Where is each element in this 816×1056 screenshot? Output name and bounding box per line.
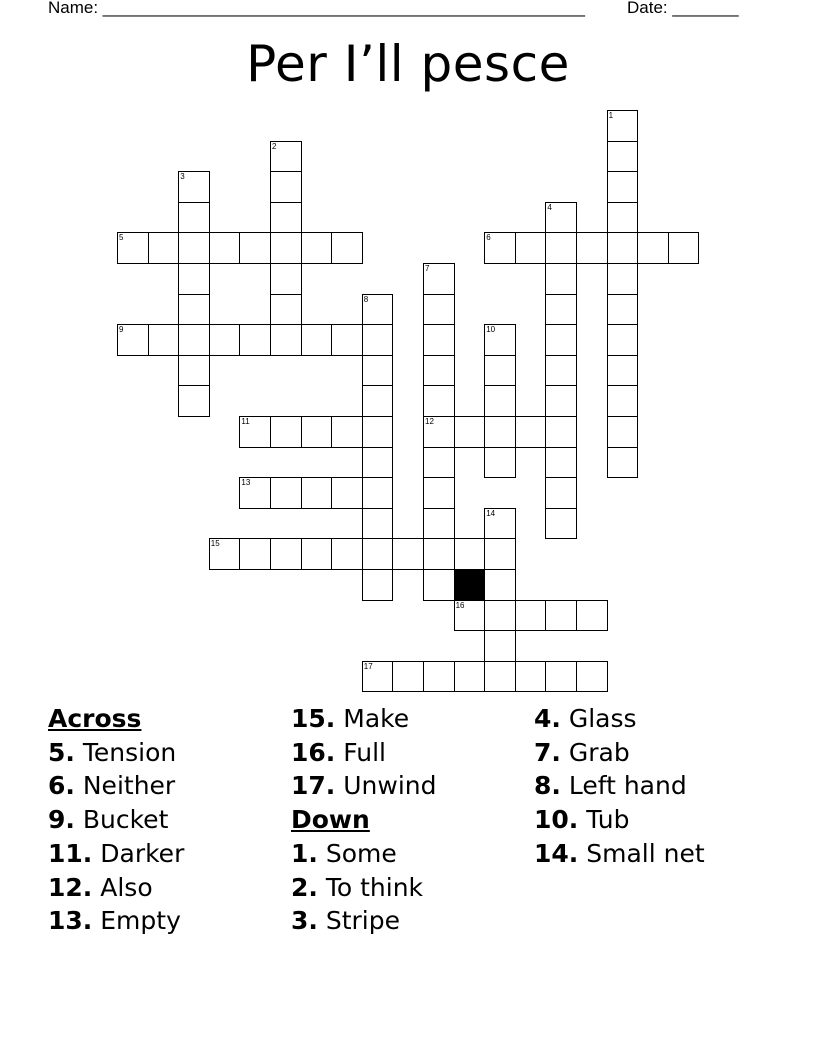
grid-cell[interactable] bbox=[392, 661, 424, 693]
grid-cell[interactable] bbox=[545, 385, 577, 417]
grid-cell[interactable] bbox=[270, 263, 302, 295]
grid-cell[interactable] bbox=[301, 324, 333, 356]
clue-down-8: 8. Left hand bbox=[534, 771, 687, 801]
grid-cell[interactable] bbox=[239, 232, 271, 264]
cell-number: 4 bbox=[547, 202, 552, 212]
grid-cell[interactable] bbox=[423, 355, 455, 387]
grid-cell[interactable] bbox=[148, 324, 180, 356]
date-field-line[interactable]: Date: _______ bbox=[627, 0, 739, 17]
grid-cell[interactable] bbox=[484, 232, 516, 264]
cell-number: 1 bbox=[608, 111, 614, 120]
grid-cell[interactable] bbox=[301, 538, 333, 570]
grid-cell[interactable] bbox=[545, 232, 577, 264]
grid-cell[interactable] bbox=[607, 355, 639, 387]
grid-cell[interactable] bbox=[209, 232, 241, 264]
grid-cell[interactable] bbox=[545, 661, 577, 693]
grid-cell[interactable] bbox=[607, 110, 639, 142]
grid-cell[interactable] bbox=[576, 232, 608, 264]
grid-cell[interactable] bbox=[515, 416, 547, 448]
grid-cell[interactable] bbox=[484, 538, 516, 570]
grid-cell[interactable] bbox=[484, 447, 516, 479]
grid-cell[interactable] bbox=[270, 324, 302, 356]
cell-number: 17 bbox=[363, 661, 373, 671]
grid-cell[interactable] bbox=[637, 232, 669, 264]
grid-cell[interactable] bbox=[545, 600, 577, 632]
grid-cell[interactable] bbox=[117, 324, 149, 356]
grid-cell[interactable] bbox=[239, 477, 271, 509]
grid-cell[interactable] bbox=[178, 385, 210, 417]
grid-cell[interactable] bbox=[515, 600, 547, 632]
grid-cell[interactable] bbox=[607, 232, 639, 264]
clue-down-2: 2. To think bbox=[291, 872, 424, 902]
clue-down-4: 4. Glass bbox=[534, 704, 637, 733]
grid-cell[interactable] bbox=[331, 232, 363, 264]
grid-cell[interactable] bbox=[607, 447, 639, 479]
grid-cell[interactable] bbox=[545, 202, 577, 234]
grid-cell[interactable] bbox=[484, 661, 516, 693]
grid-cell[interactable] bbox=[362, 447, 394, 479]
grid-cell[interactable] bbox=[484, 569, 516, 601]
grid-cell[interactable] bbox=[362, 538, 394, 570]
grid-cell[interactable] bbox=[270, 538, 302, 570]
grid-cell[interactable] bbox=[423, 538, 455, 570]
grid-cell[interactable] bbox=[545, 324, 577, 356]
grid-cell[interactable] bbox=[484, 324, 516, 356]
grid-cell[interactable] bbox=[607, 263, 639, 295]
grid-cell[interactable] bbox=[607, 171, 639, 203]
grid-cell[interactable] bbox=[331, 324, 363, 356]
clue-across-15: 15. Make bbox=[291, 704, 410, 733]
cell-number: 13 bbox=[241, 478, 251, 488]
cell-number: 8 bbox=[363, 294, 369, 304]
cell-number: 11 bbox=[241, 417, 250, 426]
clue-across-5: 5. Tension bbox=[48, 737, 177, 767]
grid-cell[interactable] bbox=[178, 355, 210, 387]
grid-cell[interactable] bbox=[607, 294, 639, 326]
grid-cell[interactable] bbox=[362, 324, 394, 356]
grid-cell[interactable] bbox=[423, 324, 455, 356]
grid-cell[interactable] bbox=[607, 202, 639, 234]
cell-number: 7 bbox=[425, 264, 430, 273]
grid-cell[interactable] bbox=[331, 477, 363, 509]
grid-cell[interactable] bbox=[576, 661, 608, 693]
grid-cell[interactable] bbox=[607, 324, 639, 356]
grid-cell[interactable] bbox=[301, 477, 333, 509]
grid-cell[interactable] bbox=[362, 661, 394, 693]
grid-cell[interactable] bbox=[239, 324, 271, 356]
grid-cell[interactable] bbox=[545, 508, 577, 540]
clue-column-3 bbox=[534, 702, 705, 871]
grid-cell[interactable] bbox=[362, 508, 394, 540]
grid-cell[interactable] bbox=[362, 294, 394, 326]
grid-cell[interactable] bbox=[545, 294, 577, 326]
grid-cell[interactable] bbox=[209, 538, 241, 570]
grid-cell[interactable] bbox=[117, 232, 149, 264]
grid-cell[interactable] bbox=[178, 263, 210, 295]
cell-number: 6 bbox=[486, 233, 491, 243]
grid-cell[interactable] bbox=[423, 447, 455, 479]
grid-cell[interactable] bbox=[545, 477, 577, 509]
grid-cell[interactable] bbox=[423, 569, 455, 601]
grid-cell[interactable] bbox=[484, 600, 516, 632]
grid-cell[interactable] bbox=[178, 232, 210, 264]
clue-across-11: 11. Darker bbox=[48, 838, 185, 868]
clue-down-14: 14. Small net bbox=[534, 838, 705, 868]
grid-cell[interactable] bbox=[423, 508, 455, 540]
grid-cell[interactable] bbox=[392, 538, 424, 570]
grid-cell[interactable] bbox=[545, 416, 577, 448]
grid-cell[interactable] bbox=[148, 232, 180, 264]
grid-cell[interactable] bbox=[484, 385, 516, 417]
cell-number: 3 bbox=[180, 172, 185, 182]
clue-column-1 bbox=[48, 702, 184, 938]
cell-number: 12 bbox=[425, 417, 434, 426]
clue-across-16: 16. Full bbox=[291, 737, 386, 767]
grid-cell[interactable] bbox=[515, 661, 547, 693]
cell-number: 9 bbox=[119, 325, 124, 335]
grid-cell[interactable] bbox=[545, 447, 577, 479]
grid-cell[interactable] bbox=[362, 477, 394, 509]
clue-across-6: 6. Neither bbox=[48, 771, 176, 801]
grid-cell[interactable] bbox=[178, 202, 210, 234]
cell-number: 15 bbox=[210, 539, 220, 549]
cell-number: 16 bbox=[455, 600, 465, 610]
grid-cell[interactable] bbox=[362, 416, 394, 448]
black-square bbox=[454, 569, 486, 601]
grid-cell[interactable] bbox=[607, 416, 639, 448]
grid-cell[interactable] bbox=[270, 416, 302, 448]
grid-cell[interactable] bbox=[484, 508, 516, 540]
clue-down-10: 10. Tub bbox=[534, 805, 630, 835]
grid-cell[interactable] bbox=[362, 569, 394, 601]
clue-across-9: 9. Bucket bbox=[48, 805, 169, 835]
grid-cell[interactable] bbox=[209, 324, 241, 356]
clue-down-7: 7. Grab bbox=[534, 737, 630, 767]
grid-cell[interactable] bbox=[331, 538, 363, 570]
grid-cell[interactable] bbox=[454, 600, 486, 632]
grid-cell[interactable] bbox=[423, 385, 455, 417]
grid-cell[interactable] bbox=[331, 416, 363, 448]
clue-across-13: 13. Empty bbox=[48, 906, 181, 936]
grid-cell[interactable] bbox=[454, 416, 486, 448]
grid-cell[interactable] bbox=[607, 385, 639, 417]
grid-cell[interactable] bbox=[239, 538, 271, 570]
grid-cell[interactable] bbox=[178, 324, 210, 356]
grid-cell[interactable] bbox=[576, 600, 608, 632]
grid-cell[interactable] bbox=[178, 171, 210, 203]
grid-cell[interactable] bbox=[270, 232, 302, 264]
grid-cell[interactable] bbox=[423, 263, 455, 295]
clue-across-12: 12. Also bbox=[48, 872, 153, 902]
name-field-line[interactable]: Name: ___________________________________________________ bbox=[48, 0, 585, 17]
grid-cell[interactable] bbox=[423, 661, 455, 693]
clue-column-2 bbox=[291, 702, 437, 938]
grid-cell[interactable] bbox=[484, 630, 516, 662]
grid-cell[interactable] bbox=[423, 477, 455, 509]
grid-cell[interactable] bbox=[270, 171, 302, 203]
across-heading: Across bbox=[48, 704, 142, 733]
grid-cell[interactable] bbox=[454, 661, 486, 693]
grid-cell[interactable] bbox=[270, 202, 302, 234]
grid-cell[interactable] bbox=[454, 538, 486, 570]
cell-number: 10 bbox=[486, 325, 496, 335]
grid-cell[interactable] bbox=[515, 232, 547, 264]
cell-number: 14 bbox=[486, 508, 496, 518]
grid-cell[interactable] bbox=[545, 263, 577, 295]
grid-cell[interactable] bbox=[301, 416, 333, 448]
grid-cell[interactable] bbox=[301, 232, 333, 264]
grid-cell[interactable] bbox=[545, 355, 577, 387]
grid-cell[interactable] bbox=[178, 294, 210, 326]
grid-cell[interactable] bbox=[270, 141, 302, 173]
grid-cell[interactable] bbox=[423, 416, 455, 448]
down-heading: Down bbox=[291, 805, 370, 835]
cell-number: 2 bbox=[272, 141, 277, 151]
puzzle-title: Per I’ll pesce bbox=[246, 35, 570, 93]
clue-down-1: 1. Some bbox=[291, 838, 397, 868]
grid-cell[interactable] bbox=[270, 477, 302, 509]
grid-cell[interactable] bbox=[484, 355, 516, 387]
grid-cell[interactable] bbox=[668, 232, 700, 264]
clue-across-17: 17. Unwind bbox=[291, 771, 437, 801]
grid-cell[interactable] bbox=[239, 416, 271, 448]
grid-cell[interactable] bbox=[362, 385, 394, 417]
cell-number: 5 bbox=[119, 233, 124, 243]
grid-cell[interactable] bbox=[362, 355, 394, 387]
grid-cell[interactable] bbox=[423, 294, 455, 326]
grid-cell[interactable] bbox=[484, 416, 516, 448]
grid-cell[interactable] bbox=[270, 294, 302, 326]
clue-down-3: 3. Stripe bbox=[291, 906, 401, 936]
grid-cell[interactable] bbox=[607, 141, 639, 173]
